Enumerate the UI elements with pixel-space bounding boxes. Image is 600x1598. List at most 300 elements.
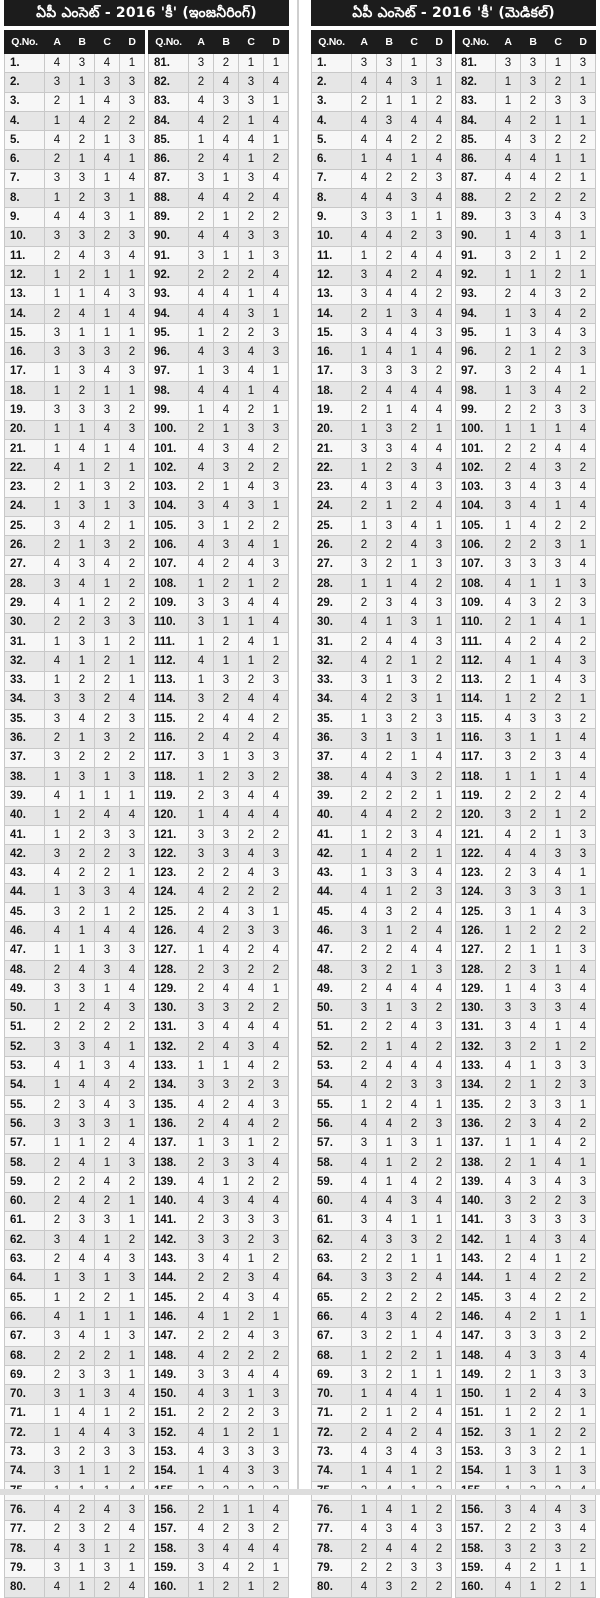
table-row	[312, 1231, 452, 1250]
question-number: 148.	[456, 1346, 496, 1365]
question-number: 18.	[312, 382, 352, 401]
answer-cell: 4	[189, 536, 214, 555]
table-row	[5, 1327, 145, 1346]
table-row	[312, 1520, 452, 1539]
question-number: 50.	[312, 999, 352, 1018]
answer-cell: 3	[264, 1462, 289, 1481]
answer-cell: 2	[402, 1269, 427, 1288]
question-number: 112.	[149, 652, 189, 671]
table-row	[5, 575, 145, 594]
answer-cell: 3	[45, 710, 70, 729]
answer-cell: 3	[95, 1366, 120, 1385]
question-number: 157.	[456, 1520, 496, 1539]
answer-cell: 1	[496, 227, 521, 246]
answer-cell: 1	[546, 575, 571, 594]
answer-cell: 4	[95, 806, 120, 825]
table-row	[5, 748, 145, 767]
table-row	[5, 941, 145, 960]
answer-cell: 3	[239, 748, 264, 767]
table-row	[312, 1404, 452, 1423]
answer-cell: 1	[70, 1308, 95, 1327]
question-number: 31.	[5, 632, 45, 651]
answer-cell: 4	[45, 1539, 70, 1558]
answer-cell: 4	[189, 227, 214, 246]
answer-cell: 2	[239, 825, 264, 844]
answer-cell: 2	[427, 1308, 452, 1327]
answer-cell: 3	[70, 343, 95, 362]
answer-cell: 1	[571, 227, 596, 246]
question-number: 126.	[456, 922, 496, 941]
answer-cell: 4	[377, 845, 402, 864]
answer-cell: 2	[377, 787, 402, 806]
question-number: 64.	[5, 1269, 45, 1288]
table-row	[456, 266, 596, 285]
answer-cell: 1	[45, 189, 70, 208]
answer-cell: 2	[352, 1057, 377, 1076]
answer-cell: 4	[264, 941, 289, 960]
answer-cell: 4	[402, 980, 427, 999]
answer-cell: 1	[352, 343, 377, 362]
table-row	[149, 362, 289, 381]
question-number: 117.	[149, 748, 189, 767]
answer-cell: 3	[427, 536, 452, 555]
table-row	[456, 1559, 596, 1578]
answer-cell: 2	[189, 787, 214, 806]
answer-cell: 3	[377, 1231, 402, 1250]
answer-cell: 3	[214, 1366, 239, 1385]
answer-cell: 3	[496, 478, 521, 497]
answer-cell: 3	[377, 864, 402, 883]
table-row	[312, 1559, 452, 1578]
answer-cell: 3	[45, 980, 70, 999]
answer-cell: 4	[189, 1443, 214, 1462]
table-row	[312, 92, 452, 111]
answer-cell: 1	[352, 420, 377, 439]
question-number: 85.	[456, 131, 496, 150]
table-row	[5, 729, 145, 748]
table-row	[5, 1520, 145, 1539]
question-number: 119.	[456, 787, 496, 806]
answer-cell: 1	[352, 710, 377, 729]
answer-cell: 4	[95, 150, 120, 169]
table-row	[149, 1153, 289, 1172]
answer-cell: 3	[402, 1076, 427, 1095]
header-option: C	[402, 31, 427, 54]
table-row	[149, 1327, 289, 1346]
answer-cell: 4	[521, 227, 546, 246]
answer-cell: 1	[70, 594, 95, 613]
question-number: 30.	[5, 613, 45, 632]
table-row	[456, 748, 596, 767]
answer-cell: 3	[546, 748, 571, 767]
answer-cell: 1	[120, 324, 145, 343]
table-row	[149, 304, 289, 323]
answer-cell: 2	[120, 343, 145, 362]
question-number: 90.	[149, 227, 189, 246]
answer-cell: 2	[352, 980, 377, 999]
question-number: 150.	[456, 1385, 496, 1404]
answer-cell: 1	[45, 941, 70, 960]
table-row	[5, 690, 145, 709]
question-number: 63.	[5, 1250, 45, 1269]
table-row	[149, 806, 289, 825]
answer-cell: 2	[352, 497, 377, 516]
answer-cell: 3	[45, 1559, 70, 1578]
answer-cell: 3	[45, 1038, 70, 1057]
answer-cell: 1	[120, 1115, 145, 1134]
answer-cell: 1	[546, 1462, 571, 1481]
question-number: 150.	[149, 1385, 189, 1404]
answer-cell: 2	[120, 401, 145, 420]
answer-cell: 2	[95, 864, 120, 883]
answer-cell: 2	[571, 1424, 596, 1443]
answer-cell: 2	[45, 536, 70, 555]
answer-cell: 2	[264, 883, 289, 902]
answer-cell: 3	[496, 555, 521, 574]
answer-cell: 4	[377, 1192, 402, 1211]
table-row	[5, 1057, 145, 1076]
answer-cell: 1	[571, 1443, 596, 1462]
answer-cell: 1	[546, 497, 571, 516]
table-row	[456, 285, 596, 304]
answer-cell: 4	[546, 304, 571, 323]
answer-cell: 3	[496, 1539, 521, 1558]
answer-cell: 2	[546, 787, 571, 806]
answer-cell: 2	[427, 131, 452, 150]
answer-cell: 2	[571, 517, 596, 536]
table-row	[456, 729, 596, 748]
answer-cell: 1	[70, 1134, 95, 1153]
table-row	[5, 459, 145, 478]
answer-cell: 4	[352, 1443, 377, 1462]
table-row	[149, 1057, 289, 1076]
answer-cell: 2	[571, 1038, 596, 1057]
answer-cell: 4	[214, 729, 239, 748]
answer-cell: 2	[496, 343, 521, 362]
answer-cell: 1	[45, 439, 70, 458]
table-row	[456, 362, 596, 381]
table-row	[149, 1115, 289, 1134]
answer-cell: 2	[189, 1404, 214, 1423]
answer-cell: 4	[189, 459, 214, 478]
answer-cell: 2	[95, 1578, 120, 1597]
question-number: 113.	[456, 671, 496, 690]
answer-cell: 4	[239, 1057, 264, 1076]
answer-cell: 2	[521, 1520, 546, 1539]
table-row	[5, 131, 145, 150]
question-number: 8.	[5, 189, 45, 208]
question-number: 147.	[149, 1327, 189, 1346]
answer-cell: 2	[120, 632, 145, 651]
answer-cell: 3	[239, 1462, 264, 1481]
answer-cell: 2	[571, 1115, 596, 1134]
answer-cell: 4	[45, 555, 70, 574]
question-number: 67.	[5, 1327, 45, 1346]
answer-cell: 3	[189, 825, 214, 844]
answer-cell: 4	[264, 729, 289, 748]
answer-cell: 2	[189, 1211, 214, 1230]
answer-cell: 3	[95, 825, 120, 844]
answer-cell: 1	[239, 575, 264, 594]
table-row	[312, 767, 452, 786]
answer-cell: 2	[95, 748, 120, 767]
question-number: 20.	[312, 420, 352, 439]
answer-cell: 3	[214, 845, 239, 864]
table-row	[456, 1153, 596, 1172]
answer-cell: 3	[70, 1520, 95, 1539]
answer-cell: 3	[239, 420, 264, 439]
table-row	[312, 555, 452, 574]
question-number: 97.	[149, 362, 189, 381]
answer-cell: 2	[427, 1462, 452, 1481]
table-row	[456, 883, 596, 902]
table-row	[149, 980, 289, 999]
answer-cell: 1	[239, 652, 264, 671]
answer-cell: 1	[70, 1385, 95, 1404]
answer-cell: 3	[402, 1559, 427, 1578]
question-number: 3.	[312, 92, 352, 111]
answer-cell: 3	[214, 1153, 239, 1172]
answer-cell: 2	[402, 1424, 427, 1443]
question-number: 55.	[312, 1096, 352, 1115]
answer-cell: 4	[189, 189, 214, 208]
answer-cell: 3	[45, 1115, 70, 1134]
table-row	[5, 54, 145, 73]
answer-cell: 3	[377, 111, 402, 130]
table-row	[456, 787, 596, 806]
table-row	[456, 54, 596, 73]
answer-cell: 4	[496, 1578, 521, 1597]
answer-cell: 3	[427, 555, 452, 574]
answer-cell: 4	[521, 1501, 546, 1520]
table-row	[312, 960, 452, 979]
answer-cell: 3	[521, 1173, 546, 1192]
engineering-key-panel	[4, 0, 289, 1594]
answer-cell: 4	[214, 285, 239, 304]
answer-cell: 3	[264, 1443, 289, 1462]
answer-cell: 4	[546, 864, 571, 883]
answer-cell: 1	[95, 439, 120, 458]
answer-cell: 2	[70, 903, 95, 922]
answer-cell: 4	[264, 1038, 289, 1057]
answer-cell: 2	[427, 999, 452, 1018]
answer-cell: 2	[189, 73, 214, 92]
answer-cell: 2	[189, 729, 214, 748]
question-number: 146.	[149, 1308, 189, 1327]
table-row	[149, 941, 289, 960]
answer-cell: 1	[120, 150, 145, 169]
table-row	[312, 1539, 452, 1558]
answer-cell: 1	[45, 111, 70, 130]
question-number: 59.	[5, 1173, 45, 1192]
answer-cell: 1	[239, 54, 264, 73]
answer-cell: 3	[377, 478, 402, 497]
answer-cell: 2	[189, 1289, 214, 1308]
table-row	[149, 575, 289, 594]
answer-cell: 4	[352, 111, 377, 130]
question-number: 14.	[5, 304, 45, 323]
answer-cell: 1	[70, 150, 95, 169]
question-number: 65.	[312, 1289, 352, 1308]
question-number: 41.	[5, 825, 45, 844]
answer-cell: 1	[45, 1134, 70, 1153]
answer-cell: 1	[402, 54, 427, 73]
question-number: 121.	[149, 825, 189, 844]
answer-cell: 3	[95, 246, 120, 265]
answer-cell: 4	[214, 189, 239, 208]
question-number: 128.	[456, 960, 496, 979]
answer-cell: 3	[95, 1443, 120, 1462]
table-row	[5, 92, 145, 111]
question-number: 77.	[312, 1520, 352, 1539]
answer-cell: 2	[546, 189, 571, 208]
answer-cell: 3	[521, 131, 546, 150]
table-row	[312, 864, 452, 883]
table-row	[312, 439, 452, 458]
answer-cell: 1	[571, 864, 596, 883]
table-row	[5, 767, 145, 786]
answer-cell: 4	[239, 845, 264, 864]
answer-cell: 3	[120, 845, 145, 864]
question-number: 48.	[5, 960, 45, 979]
answer-cell: 3	[70, 1539, 95, 1558]
answer-cell: 2	[571, 246, 596, 265]
question-number: 144.	[149, 1269, 189, 1288]
answer-cell: 4	[214, 304, 239, 323]
answer-cell: 4	[521, 845, 546, 864]
answer-cell: 1	[120, 1192, 145, 1211]
question-number: 131.	[456, 1018, 496, 1037]
question-number: 154.	[149, 1462, 189, 1481]
answer-cell: 1	[120, 1289, 145, 1308]
table-row	[456, 1173, 596, 1192]
answer-cell: 1	[70, 787, 95, 806]
table-row	[5, 1501, 145, 1520]
answer-cell: 3	[264, 246, 289, 265]
answer-cell: 4	[70, 304, 95, 323]
question-number: 132.	[456, 1038, 496, 1057]
answer-cell: 1	[45, 671, 70, 690]
answer-cell: 2	[546, 1269, 571, 1288]
answer-cell: 2	[45, 92, 70, 111]
question-number: 24.	[312, 497, 352, 516]
question-number: 6.	[5, 150, 45, 169]
answer-cell: 4	[189, 1424, 214, 1443]
table-row	[456, 324, 596, 343]
table-header-row	[5, 31, 145, 54]
table-row	[312, 883, 452, 902]
answer-cell: 4	[496, 652, 521, 671]
answer-cell: 1	[377, 671, 402, 690]
answer-cell: 4	[70, 439, 95, 458]
table-row	[456, 420, 596, 439]
question-number: 122.	[456, 845, 496, 864]
answer-cell: 1	[239, 1501, 264, 1520]
answer-cell: 2	[496, 1520, 521, 1539]
answer-cell: 4	[70, 208, 95, 227]
answer-cell: 3	[546, 1057, 571, 1076]
answer-cell: 1	[95, 632, 120, 651]
answer-cell: 4	[402, 401, 427, 420]
answer-cell: 3	[521, 324, 546, 343]
answer-cell: 2	[189, 420, 214, 439]
answer-cell: 2	[214, 1578, 239, 1597]
answer-cell: 2	[377, 1366, 402, 1385]
question-number: 151.	[149, 1404, 189, 1423]
table-row	[5, 208, 145, 227]
question-number: 95.	[456, 324, 496, 343]
table-row	[5, 1076, 145, 1095]
answer-cell: 3	[377, 1520, 402, 1539]
table-row	[149, 1385, 289, 1404]
answer-cell: 3	[402, 825, 427, 844]
answer-cell: 1	[571, 362, 596, 381]
question-number: 96.	[149, 343, 189, 362]
answer-cell: 3	[546, 1539, 571, 1558]
table-row	[456, 208, 596, 227]
answer-cell: 2	[427, 1539, 452, 1558]
table-row	[5, 111, 145, 130]
answer-cell: 3	[264, 555, 289, 574]
answer-cell: 3	[571, 92, 596, 111]
table-row	[312, 497, 452, 516]
question-number: 80.	[5, 1578, 45, 1597]
answer-cell: 3	[214, 960, 239, 979]
answer-cell: 3	[571, 1076, 596, 1095]
answer-cell: 4	[120, 246, 145, 265]
answer-cell: 2	[352, 594, 377, 613]
answer-cell: 4	[402, 1520, 427, 1539]
answer-cell: 1	[377, 1038, 402, 1057]
answer-cell: 4	[239, 1366, 264, 1385]
question-number: 12.	[312, 266, 352, 285]
answer-cell: 1	[352, 825, 377, 844]
answer-cell: 2	[70, 1501, 95, 1520]
answer-cell: 2	[521, 1192, 546, 1211]
answer-cell: 3	[427, 1076, 452, 1095]
answer-cell: 3	[120, 999, 145, 1018]
table-row	[312, 1346, 452, 1365]
answer-cell: 3	[120, 92, 145, 111]
answer-cell: 3	[521, 1443, 546, 1462]
answer-cell: 1	[402, 208, 427, 227]
answer-cell: 2	[264, 1115, 289, 1134]
answer-cell: 2	[402, 903, 427, 922]
answer-cell: 3	[239, 903, 264, 922]
answer-cell: 4	[189, 1192, 214, 1211]
table-row	[149, 1211, 289, 1230]
answer-cell: 3	[45, 73, 70, 92]
question-number: 57.	[5, 1134, 45, 1153]
question-number: 13.	[312, 285, 352, 304]
answer-cell: 3	[120, 1096, 145, 1115]
answer-cell: 2	[189, 1115, 214, 1134]
table-row	[456, 1443, 596, 1462]
question-number: 51.	[5, 1018, 45, 1037]
answer-cell: 1	[427, 690, 452, 709]
question-number: 7.	[312, 169, 352, 188]
question-number: 38.	[5, 767, 45, 786]
table-row	[5, 246, 145, 265]
answer-cell: 3	[377, 362, 402, 381]
answer-cell: 1	[95, 575, 120, 594]
question-number: 132.	[149, 1038, 189, 1057]
answer-cell: 2	[189, 1038, 214, 1057]
header-qno: Q.No.	[149, 31, 189, 54]
question-number: 38.	[312, 767, 352, 786]
answer-cell: 3	[189, 1559, 214, 1578]
table-row	[149, 1578, 289, 1597]
